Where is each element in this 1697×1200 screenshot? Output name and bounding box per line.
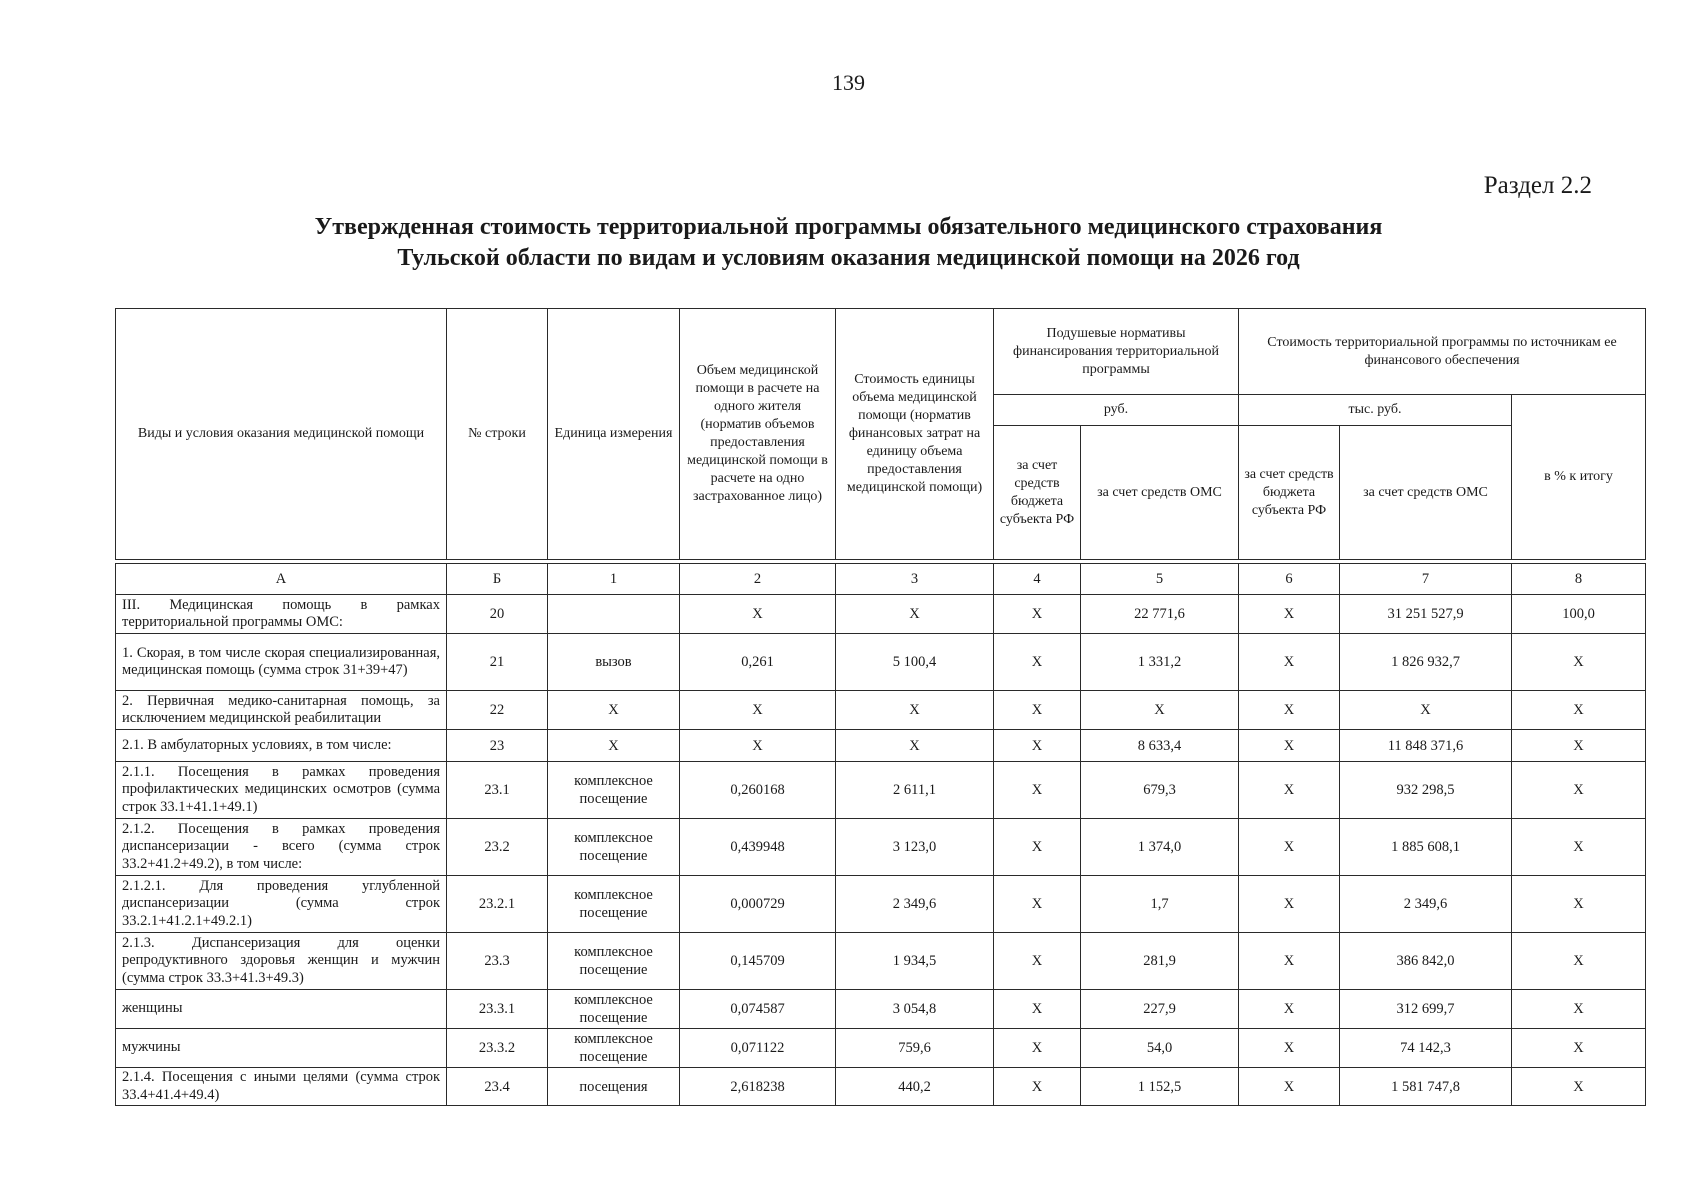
row-unit: комплексное посещение <box>548 933 680 990</box>
row-oms-thous: 932 298,5 <box>1340 762 1512 819</box>
row-oms-thous: 386 842,0 <box>1340 933 1512 990</box>
row-budget-rub: Х <box>994 595 1081 634</box>
table-row <box>116 933 1646 990</box>
column-index: 5 <box>1081 564 1239 595</box>
row-unit: Х <box>548 730 680 762</box>
row-budget-rub: Х <box>994 1029 1081 1068</box>
row-budget-rub: Х <box>994 762 1081 819</box>
column-index: 6 <box>1239 564 1340 595</box>
row-volume: Х <box>680 595 836 634</box>
row-name: 2. Первичная медико-санитарная помощь, за исключением медицинской реабилитации <box>116 691 447 730</box>
row-unit: комплексное посещение <box>548 762 680 819</box>
row-name: 2.1.1. Посещения в рамках проведения профилактических медицинских осмотров (сумма строк 33.1+41.1+49.1) <box>116 762 447 819</box>
row-budget-rub: Х <box>994 730 1081 762</box>
row-cost: 440,2 <box>836 1068 994 1106</box>
row-budget-rub: Х <box>994 819 1081 876</box>
row-oms-thous: Х <box>1340 691 1512 730</box>
row-no: 23 <box>447 730 548 762</box>
column-index: 1 <box>548 564 680 595</box>
row-cost: Х <box>836 595 994 634</box>
row-name: 2.1.3. Диспансеризация для оценки репродуктивного здоровья женщин и мужчин (сумма строк 33.3+41.3+49.3) <box>116 933 447 990</box>
header-cost: Стоимость единицы объема медицинской помощи (норматив финансовых затрат на единицу объема предоставления медицинской помощи) <box>836 309 994 560</box>
row-oms-rub: 1 374,0 <box>1081 819 1239 876</box>
row-name: 2.1.2. Посещения в рамках проведения диспансеризации - всего (сумма строк 33.2+41.2+49.2), в том числе: <box>116 819 447 876</box>
row-cost: 3 123,0 <box>836 819 994 876</box>
row-percent: Х <box>1512 933 1646 990</box>
document-title-line-1: Утвержденная стоимость территориальной программы обязательного медицинского страхования <box>314 214 1383 240</box>
row-budget-thous: Х <box>1239 730 1340 762</box>
row-no: 23.1 <box>447 762 548 819</box>
row-volume: 0,074587 <box>680 990 836 1029</box>
row-volume: Х <box>680 691 836 730</box>
row-oms-rub: 8 633,4 <box>1081 730 1239 762</box>
row-percent: Х <box>1512 819 1646 876</box>
header-volume: Объем медицинской помощи в расчете на одного жителя (норматив объемов предоставления медицинской помощи в расчете на одно застрахованное лицо) <box>680 309 836 560</box>
row-budget-thous: Х <box>1239 1029 1340 1068</box>
row-no: 22 <box>447 691 548 730</box>
row-oms-rub: 1 331,2 <box>1081 634 1239 691</box>
row-budget-thous: Х <box>1239 819 1340 876</box>
row-budget-rub: Х <box>994 876 1081 933</box>
row-no: 23.3.1 <box>447 990 548 1029</box>
row-oms-thous: 31 251 527,9 <box>1340 595 1512 634</box>
row-budget-rub: Х <box>994 933 1081 990</box>
row-oms-thous: 1 826 932,7 <box>1340 634 1512 691</box>
row-budget-thous: Х <box>1239 762 1340 819</box>
row-volume: Х <box>680 730 836 762</box>
column-index: 3 <box>836 564 994 595</box>
row-cost: 1 934,5 <box>836 933 994 990</box>
row-unit: комплексное посещение <box>548 1029 680 1068</box>
row-name: 2.1.2.1. Для проведения углубленной диспансеризации (сумма строк 33.2.1+41.2.1+49.2.1) <box>116 876 447 933</box>
table-row <box>116 1029 1646 1068</box>
row-unit <box>548 595 680 634</box>
row-cost: 5 100,4 <box>836 634 994 691</box>
section-label: Раздел 2.2 <box>1483 172 1592 199</box>
row-name: мужчины <box>116 1029 447 1068</box>
row-name: 1. Скорая, в том числе скорая специализированная, медицинская помощь (сумма строк 31+39+47) <box>116 634 447 691</box>
row-oms-thous: 2 349,6 <box>1340 876 1512 933</box>
row-oms-rub: 679,3 <box>1081 762 1239 819</box>
column-index: А <box>116 564 447 595</box>
table-row <box>116 990 1646 1029</box>
table-row <box>116 595 1646 634</box>
column-index: 8 <box>1512 564 1646 595</box>
table-row <box>116 730 1646 762</box>
row-no: 23.3 <box>447 933 548 990</box>
row-cost: 2 349,6 <box>836 876 994 933</box>
row-volume: 2,618238 <box>680 1068 836 1106</box>
row-no: 23.2 <box>447 819 548 876</box>
row-budget-rub: Х <box>994 691 1081 730</box>
row-oms-thous: 1 885 608,1 <box>1340 819 1512 876</box>
row-budget-thous: Х <box>1239 595 1340 634</box>
row-no: 21 <box>447 634 548 691</box>
row-budget-thous: Х <box>1239 990 1340 1029</box>
column-index: Б <box>447 564 548 595</box>
row-oms-rub: 1 152,5 <box>1081 1068 1239 1106</box>
row-cost: Х <box>836 730 994 762</box>
row-unit: комплексное посещение <box>548 876 680 933</box>
header-row-no: № строки <box>447 309 548 560</box>
table-row <box>116 634 1646 691</box>
column-index: 4 <box>994 564 1081 595</box>
header-per-capita: Подушевые нормативы финансирования территориальной программы <box>994 309 1239 395</box>
row-oms-thous: 11 848 371,6 <box>1340 730 1512 762</box>
header-rub: руб. <box>994 395 1239 426</box>
row-cost: 3 054,8 <box>836 990 994 1029</box>
row-budget-rub: Х <box>994 1068 1081 1106</box>
row-volume: 0,439948 <box>680 819 836 876</box>
row-name: 2.1. В амбулаторных условиях, в том числе: <box>116 730 447 762</box>
column-index: 7 <box>1340 564 1512 595</box>
row-unit: Х <box>548 691 680 730</box>
row-cost: 2 611,1 <box>836 762 994 819</box>
header-types: Виды и условия оказания медицинской помощи <box>116 309 447 560</box>
row-name: женщины <box>116 990 447 1029</box>
row-percent: Х <box>1512 730 1646 762</box>
header-oms-thous: за счет средств ОМС <box>1340 426 1512 560</box>
row-oms-thous: 312 699,7 <box>1340 990 1512 1029</box>
row-cost: 759,6 <box>836 1029 994 1068</box>
table-row <box>116 876 1646 933</box>
page-number: 139 <box>832 70 865 95</box>
header-percent: в % к итогу <box>1512 395 1646 560</box>
table-row <box>116 1068 1646 1106</box>
row-oms-rub: 227,9 <box>1081 990 1239 1029</box>
row-unit: комплексное посещение <box>548 819 680 876</box>
column-index-row <box>116 564 1646 595</box>
header-budget-thous: за счет средств бюджета субъекта РФ <box>1239 426 1340 560</box>
row-budget-thous: Х <box>1239 933 1340 990</box>
table-body <box>115 563 1646 1106</box>
row-percent: Х <box>1512 762 1646 819</box>
row-budget-thous: Х <box>1239 691 1340 730</box>
row-unit: посещения <box>548 1068 680 1106</box>
row-budget-rub: Х <box>994 634 1081 691</box>
row-budget-thous: Х <box>1239 1068 1340 1106</box>
row-no: 20 <box>447 595 548 634</box>
row-name: III. Медицинская помощь в рамках территориальной программы ОМС: <box>116 595 447 634</box>
row-percent: Х <box>1512 691 1646 730</box>
table-row <box>116 819 1646 876</box>
row-no: 23.4 <box>447 1068 548 1106</box>
row-percent: Х <box>1512 876 1646 933</box>
table-header <box>115 308 1646 560</box>
row-oms-rub: Х <box>1081 691 1239 730</box>
row-oms-thous: 74 142,3 <box>1340 1029 1512 1068</box>
row-volume: 0,261 <box>680 634 836 691</box>
row-budget-thous: Х <box>1239 634 1340 691</box>
document-title <box>0 212 1697 274</box>
row-budget-thous: Х <box>1239 876 1340 933</box>
row-unit: вызов <box>548 634 680 691</box>
row-volume: 0,145709 <box>680 933 836 990</box>
row-budget-rub: Х <box>994 990 1081 1029</box>
row-percent: Х <box>1512 634 1646 691</box>
row-unit: комплексное посещение <box>548 990 680 1029</box>
table-row <box>116 691 1646 730</box>
row-oms-rub: 1,7 <box>1081 876 1239 933</box>
column-index: 2 <box>680 564 836 595</box>
row-oms-rub: 281,9 <box>1081 933 1239 990</box>
row-percent: Х <box>1512 1029 1646 1068</box>
row-volume: 0,000729 <box>680 876 836 933</box>
row-volume: 0,071122 <box>680 1029 836 1068</box>
row-oms-rub: 22 771,6 <box>1081 595 1239 634</box>
row-no: 23.2.1 <box>447 876 548 933</box>
row-percent: Х <box>1512 990 1646 1029</box>
row-no: 23.3.2 <box>447 1029 548 1068</box>
table-row <box>116 762 1646 819</box>
header-budget-rub: за счет средств бюджета субъекта РФ <box>994 426 1081 560</box>
row-volume: 0,260168 <box>680 762 836 819</box>
header-unit: Единица измерения <box>548 309 680 560</box>
row-oms-rub: 54,0 <box>1081 1029 1239 1068</box>
header-program-cost: Стоимость территориальной программы по источникам ее финансового обеспечения <box>1239 309 1646 395</box>
header-oms-rub: за счет средств ОМС <box>1081 426 1239 560</box>
header-thous-rub: тыс. руб. <box>1239 395 1512 426</box>
document-title-line-2: Тульской области по видам и условиям оказания медицинской помощи на 2026 год <box>397 245 1300 271</box>
row-name: 2.1.4. Посещения с иными целями (сумма строк 33.4+41.4+49.4) <box>116 1068 447 1106</box>
row-cost: Х <box>836 691 994 730</box>
row-percent: 100,0 <box>1512 595 1646 634</box>
row-oms-thous: 1 581 747,8 <box>1340 1068 1512 1106</box>
row-percent: Х <box>1512 1068 1646 1106</box>
